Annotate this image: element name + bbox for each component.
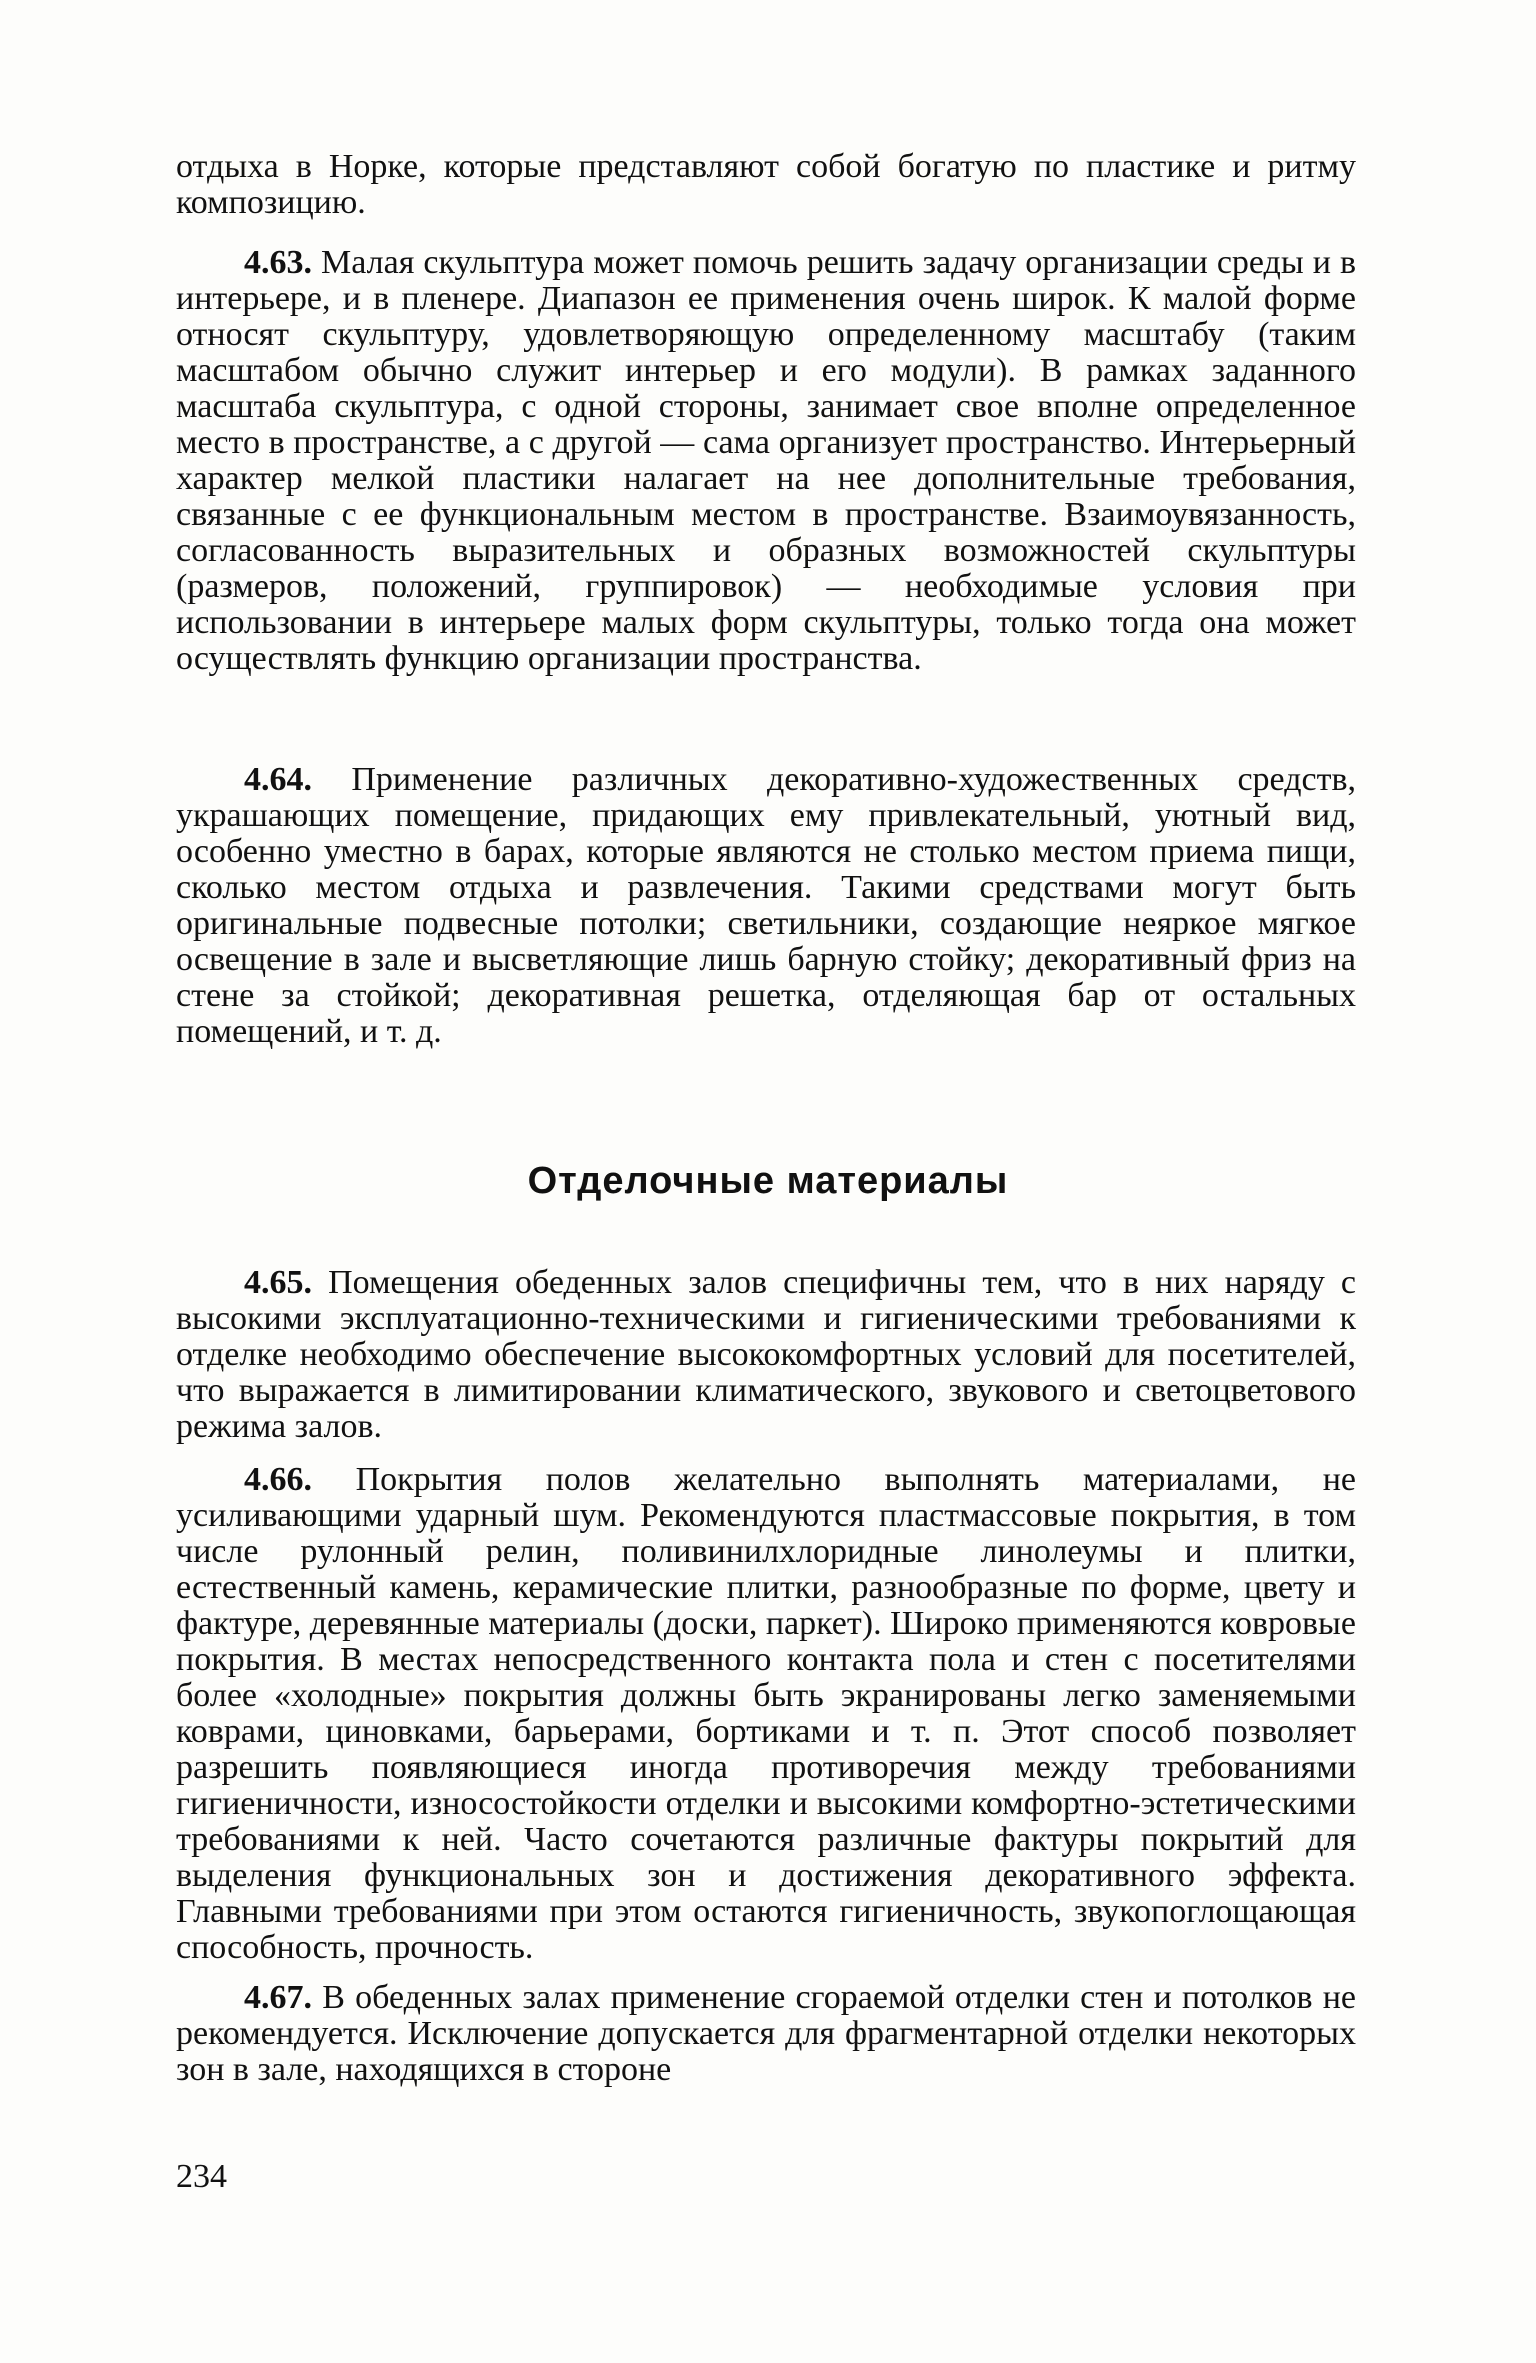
paragraph-continuation: отдыха в Норке, которые представляют собой богатую по пластике и ритму композицию. (176, 148, 1356, 221)
paragraph-4-64 (176, 762, 1356, 1050)
paragraph-number: 4.63. (244, 244, 312, 281)
paragraph-text: Покрытия полов желательно выполнять материалами, не усиливающими ударный шум. Рекомендуются пластмассовые покрытия, в том числе рулонный релин, поливинилхлоридные линолеумы и плитки, естественный камень, керамические плитки, разнообразные по форме, цвету и фактуре, деревянные материалы (доски, паркет). Широко применяются ковровые покрытия. В местах непосредственного контакта пола и стен с посетителями более «холодные» покрытия должны быть экранированы легко заменяемыми коврами, циновками, барьерами, бортиками и т. п. Этот способ позволяет разрешить появляющиеся иногда противоречия между требованиями гигиеничности, износостойкости отделки и высокими комфортно-эстетическими требованиями к ней. Часто сочетаются различные фактуры покрытий для выделения функциональных зон и достижения декоративного эффекта. Главными требованиями при этом остаются гигиеничность, звукопоглощающая способность, прочность. (176, 1461, 1357, 1966)
paragraph-4-63 (176, 245, 1356, 677)
paragraph-4-66 (176, 1462, 1356, 1966)
paragraph-text: Малая скульптура может помочь решить задачу организации среды и в интерьере, и в пленере. Диапазон ее применения очень широк. К малой форме относят скульптуру, удовлетворяющую определенному масштабу (таким масштабом обычно служит интерьер и его модули). В рамках заданного масштаба скульптура, с одной стороны, занимает свое вполне определенное место в пространстве, а с другой — сама организует пространство. Интерьерный характер мелкой пластики налагает на нее дополнительные требования, связанные с ее функциональным местом в пространстве. Взаимоувязанность, согласованность выразительных и образных возможностей скульптуры (размеров, положений, группировок) — необходимые условия при использовании в интерьере малых форм скульптуры, только тогда она может осуществлять функцию организации пространства. (176, 244, 1356, 677)
paragraph-number: 4.66. (244, 1461, 312, 1498)
paragraph-number: 4.65. (244, 1264, 312, 1301)
section-heading: Отделочные материалы (527, 1160, 1009, 1202)
paragraph-text: Применение различных декоративно-художественных средств, украшающих помещение, придающих ему привлекательный, уютный вид, особенно уместно в барах, которые являются не столько местом приема пищи, сколько местом отдыха и развлечения. Такими средствами могут быть оригинальные подвесные потолки; светильники, создающие неяркое мягкое освещение в зале и высветляющие лишь барную стойку; декоративный фриз на стене за стойкой; декоративная решетка, отделяющая бар от остальных помещений, и т. д. (176, 761, 1356, 1050)
paragraph-text: В обеденных залах применение сгораемой отделки стен и потолков не рекомендуется. Исключение допускается для фрагментарной отделки некоторых зон в зале, находящихся в стороне (176, 1979, 1357, 2088)
paragraph-4-65 (176, 1265, 1356, 1445)
paragraph-number: 4.64. (244, 761, 312, 798)
page-number: 234 (176, 2158, 227, 2195)
paragraph-text: Помещения обеденных залов специфичны тем, что в них наряду с высокими эксплуатационно-техническими и гигиеническими требованиями к отделке необходимо обеспечение высококомфортных условий для посетителей, что выражается в лимитировании климатического, звукового и светоцветового режима залов. (176, 1264, 1357, 1445)
paragraph-4-67 (176, 1980, 1356, 2088)
paragraph-number: 4.67. (244, 1979, 312, 2016)
